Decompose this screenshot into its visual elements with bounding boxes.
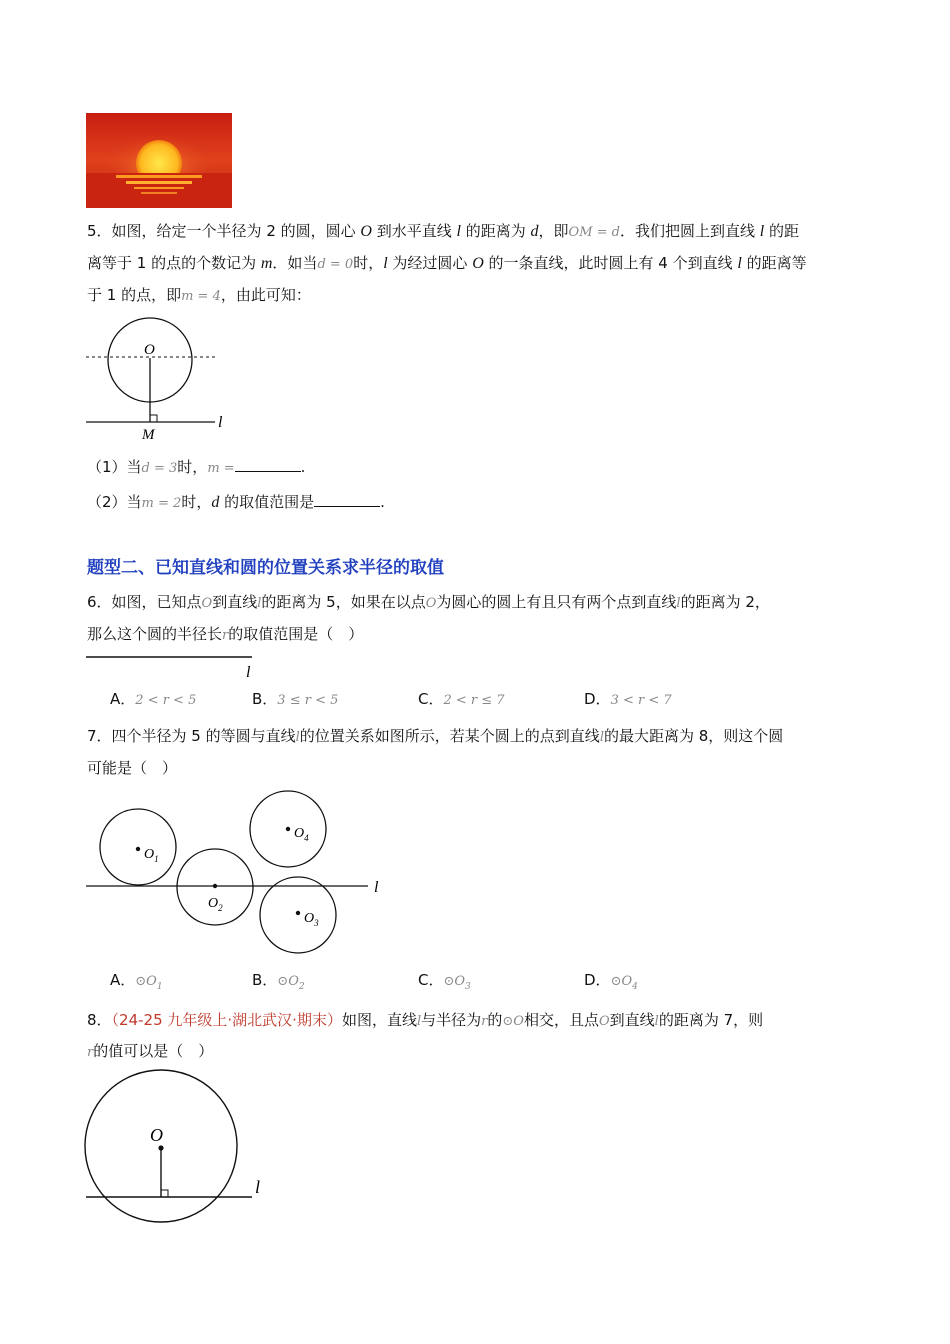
option-sub: 1 <box>156 982 163 992</box>
math-l: l <box>295 730 300 745</box>
option-math: 2 < r < 5 <box>135 693 197 708</box>
var-m: m <box>260 255 273 272</box>
q5-line-1 <box>87 221 799 243</box>
answer-blank[interactable] <box>314 492 380 507</box>
q8-line-1 <box>87 1010 763 1032</box>
option-a[interactable] <box>110 970 163 997</box>
option-math: 3 < r < 7 <box>610 693 672 708</box>
label-O: O <box>144 342 155 358</box>
var-O: O <box>472 255 484 272</box>
math-r: r <box>222 628 229 643</box>
q8-text: 的值可以是（ ） <box>93 1042 214 1060</box>
q5-text: 的一条直线，此时圆上有 4 个到直线 <box>483 254 738 272</box>
q7-figure <box>80 785 390 960</box>
section-heading: 题型二、已知直线和圆的位置关系求半径的取值 <box>87 558 444 578</box>
q5-text: 离等于 1 的点的个数记为 <box>87 254 261 272</box>
option-math: ⊙O <box>443 974 466 989</box>
q5-text: 的距离等 <box>741 254 807 272</box>
var-O: O <box>360 223 372 240</box>
option-letter: D． <box>584 971 611 989</box>
option-sub: 4 <box>632 982 638 992</box>
q8-text: 如图，直线 <box>341 1011 417 1029</box>
q7-text: 的最大距离为 8，则这个圆 <box>603 727 784 745</box>
math-l: l <box>676 596 681 611</box>
q5-text: 到水平直线 <box>371 222 457 240</box>
math-l: l <box>654 1014 659 1029</box>
q5-text: ．我们把圆上到直线 <box>619 222 760 240</box>
q5-text: 时， <box>353 254 384 272</box>
label-o3: $O_3$ <box>304 911 319 928</box>
q5-text: 于 1 的点，即 <box>87 286 182 304</box>
math-m-4: m = 4 <box>181 289 221 304</box>
option-math: ⊙O <box>277 974 299 989</box>
math-l: l <box>416 1014 422 1029</box>
label-l: l <box>218 414 223 431</box>
math-O: O <box>425 596 437 611</box>
math-d-3: d = 3 <box>141 461 178 476</box>
math-r: r <box>481 1014 488 1029</box>
label-o1: $O_1$ <box>144 847 159 864</box>
var-d: d <box>530 223 539 240</box>
option-b[interactable] <box>252 970 305 997</box>
answer-blank[interactable] <box>235 457 301 472</box>
option-math: 3 ≤ r < 5 <box>277 693 339 708</box>
q7-line-1 <box>87 726 783 748</box>
option-math: 2 < r ≤ 7 <box>443 693 505 708</box>
var-l: l <box>759 223 765 240</box>
math-O: O <box>201 596 213 611</box>
q5-text: 时， <box>177 458 208 476</box>
label-o2: $O_2$ <box>208 896 223 913</box>
option-letter: A． <box>110 971 136 989</box>
q5-text: （2）当 <box>87 493 142 511</box>
q8-text: 到直线 <box>609 1011 655 1029</box>
option-letter: A． <box>110 690 136 708</box>
q5-text: . <box>380 493 385 511</box>
math-m-2: m = 2 <box>141 496 182 511</box>
label-l: l <box>255 1177 261 1197</box>
q5-text: ．如当 <box>272 254 318 272</box>
q6-text: 为圆心的圆上有且只有两个点到直线 <box>436 593 677 611</box>
math-r: r <box>87 1045 94 1060</box>
q8-text: 的 <box>487 1011 503 1029</box>
q5-text: ，即 <box>538 222 569 240</box>
q7-line-2 <box>87 758 177 778</box>
q6-figure <box>86 652 266 682</box>
math-circle-o: ⊙O <box>502 1014 524 1029</box>
q5-sub-1 <box>87 457 305 479</box>
option-letter: D． <box>584 690 611 708</box>
q5-text: （1）当 <box>87 458 142 476</box>
option-letter: B． <box>252 690 278 708</box>
option-sub: 2 <box>298 982 305 992</box>
q5-line-3 <box>87 285 311 307</box>
option-b[interactable] <box>252 689 338 711</box>
math-m-eq: m = <box>207 461 235 476</box>
q6-line-1 <box>87 592 770 614</box>
q5-text: 的距 <box>764 222 799 240</box>
q5-sub-2 <box>87 492 385 514</box>
q5-text: . <box>300 458 306 476</box>
var-l: l <box>737 255 742 272</box>
option-math: ⊙O <box>610 974 633 989</box>
math-om-d: OM = d <box>568 225 620 240</box>
label-O: O <box>150 1125 163 1145</box>
q5-text: 为经过圆心 <box>387 254 473 272</box>
q7-text: 7．四个半径为 5 的等圆与直线 <box>87 727 296 745</box>
option-a[interactable] <box>110 689 196 711</box>
q8-text: 相交，且点 <box>523 1011 599 1029</box>
q6-text: 那么这个圆的半径长 <box>87 625 223 643</box>
q6-text: 到直线 <box>212 593 258 611</box>
math-O: O <box>598 1014 610 1029</box>
q5-text: 5．如图，给定一个半径为 2 的圆，圆心 <box>87 222 361 240</box>
q5-text: ，由此可知： <box>220 286 311 304</box>
q7-text: 的位置关系如图所示，若某个圆上的点到直线 <box>299 727 600 745</box>
label-o4: $O_4$ <box>294 826 309 843</box>
q8-line-2 <box>87 1041 213 1063</box>
sunset-photo <box>86 113 232 208</box>
q5-line-2 <box>87 253 807 275</box>
option-c[interactable] <box>418 970 471 997</box>
math-l: l <box>599 730 604 745</box>
option-letter: B． <box>252 971 278 989</box>
var-d: d <box>211 494 220 511</box>
q8-text: 与半径为 <box>421 1011 482 1029</box>
q5-text: 的取值范围是 <box>219 493 315 511</box>
q8-number: 8． <box>87 1011 112 1029</box>
q6-text: 的取值范围是（ ） <box>228 625 364 643</box>
label-l: l <box>246 664 251 681</box>
option-c[interactable] <box>418 689 505 711</box>
q7-text: 可能是（ ） <box>87 759 178 777</box>
option-d[interactable] <box>584 970 638 997</box>
option-letter: C． <box>418 971 444 989</box>
q6-line-2 <box>87 624 363 646</box>
var-l: l <box>383 255 388 272</box>
math-d-0: d = 0 <box>317 257 354 272</box>
q8-text: 的距离为 7，则 <box>658 1011 764 1029</box>
q8-figure <box>80 1068 280 1228</box>
option-sub: 3 <box>465 982 471 992</box>
label-l: l <box>374 879 379 896</box>
q6-text: 的距离为 2， <box>680 593 770 611</box>
q5-figure <box>80 310 250 445</box>
q6-text: 的距离为 5，如果在以点 <box>261 593 426 611</box>
option-math: ⊙O <box>135 974 157 989</box>
q6-text: 6．如图，已知点 <box>87 593 202 611</box>
label-M: M <box>142 427 155 443</box>
var-l: l <box>456 223 461 240</box>
q5-text: 时， <box>181 493 212 511</box>
q8-source: （24-25 九年级上·湖北武汉·期末） <box>111 1011 342 1029</box>
option-letter: C． <box>418 690 444 708</box>
q5-text: 的距离为 <box>460 222 531 240</box>
option-d[interactable] <box>584 689 672 711</box>
math-l: l <box>257 596 262 611</box>
